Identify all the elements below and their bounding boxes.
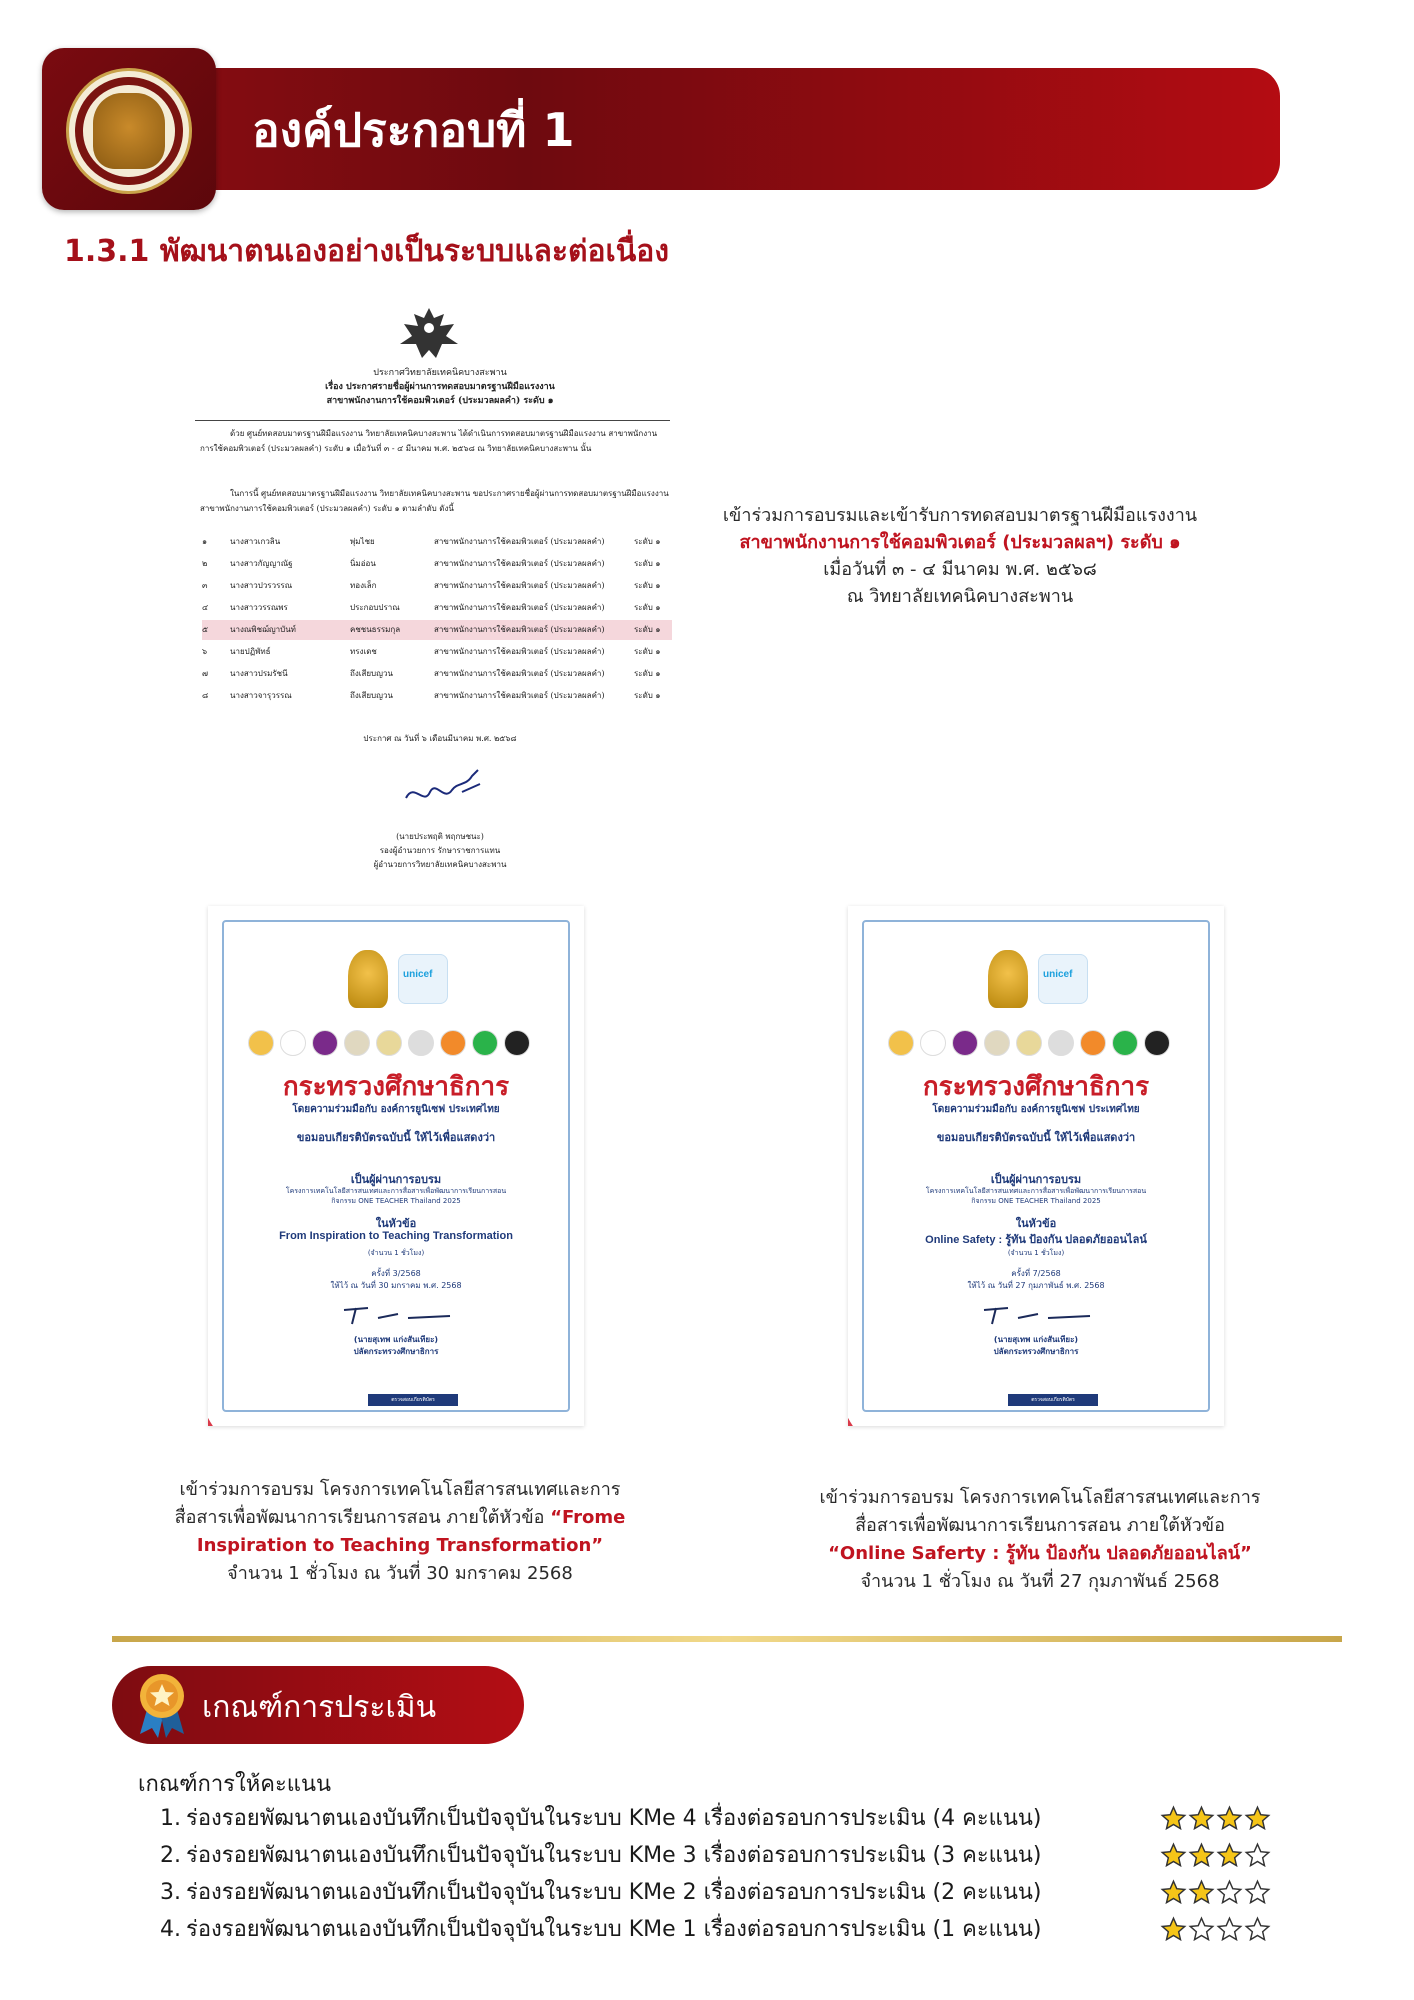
signature-icon xyxy=(400,762,490,812)
table-row xyxy=(202,664,672,684)
star-filled-icon xyxy=(1188,1805,1215,1832)
row-first-name: นางสาวกัญญาณัฐ xyxy=(230,559,293,568)
signer-name: (นายประพฤติ พฤกษชนะ) xyxy=(396,832,484,841)
signer-role: ผู้อำนวยการวิทยาลัยเทคนิคบางสะพาน xyxy=(373,860,507,869)
table-row xyxy=(202,598,672,618)
page-title: องค์ประกอบที่ 1 xyxy=(252,103,575,157)
star-filled-icon xyxy=(1160,1916,1187,1943)
caption-line: เมื่อวันที่ ๓ - ๔ มีนาคม พ.ศ. ๒๕๖๘ xyxy=(823,559,1097,580)
partner-logo-icon xyxy=(280,1030,306,1056)
announcement-caption xyxy=(700,502,1220,610)
partner-logo-icon xyxy=(952,1030,978,1056)
certificate-thanks: ขอมอบเกียรติบัตรฉบับนี้ ให้ไว้เพื่อแสดงว่า xyxy=(296,1131,496,1144)
row-last-name: พุ่มไชย xyxy=(350,537,375,546)
item-text: ร่องรอยพัฒนาตนเองบันทึกเป็นปัจจุบันในระบบ KMe 1 เรื่องต่อรอบการประเมิน (1 คะแนน) xyxy=(186,1917,1042,1942)
caption-highlight: “Online Saferty : รู้ทัน ป้องกัน ปลอดภัยออนไลน์” xyxy=(828,1543,1252,1564)
certificate-2 xyxy=(848,906,1224,1426)
row-last-name: คชชนธรรมกุล xyxy=(350,625,401,634)
partner-logo-icon xyxy=(408,1030,434,1056)
star-filled-icon xyxy=(1188,1879,1215,1906)
table-row-highlighted xyxy=(202,620,672,640)
partner-logo-icon xyxy=(312,1030,338,1056)
signature-icon xyxy=(978,1304,1098,1328)
certificate-ministry: กระทรวงศึกษาธิการ xyxy=(282,1072,510,1102)
unicef-logo xyxy=(398,954,448,1004)
row-first-name: นางสาวปวรวรรณ xyxy=(230,581,293,590)
gold-divider xyxy=(112,1636,1342,1642)
announcement-document xyxy=(190,300,690,895)
list-item xyxy=(160,1800,1300,1837)
row-last-name: ประกอบปราณ xyxy=(350,603,400,612)
caption-line: เข้าร่วมการอบรมและเข้ารับการทดสอบมาตรฐานฝีมือแรงงาน xyxy=(722,505,1198,526)
table-row xyxy=(202,686,672,706)
row-branch: สาขาพนักงานการใช้คอมพิวเตอร์ (ประมวลผลคำ) xyxy=(434,581,605,590)
caption-line: เข้าร่วมการอบรม โครงการเทคโนโลยีสารสนเทศและการ xyxy=(819,1487,1261,1508)
certificate-project xyxy=(868,1186,1204,1206)
row-number: ๑ xyxy=(202,537,208,546)
row-branch: สาขาพนักงานการใช้คอมพิวเตอร์ (ประมวลผลคำ) xyxy=(434,669,605,678)
row-number: ๕ xyxy=(202,625,209,634)
certificate-thanks: ขอมอบเกียรติบัตรฉบับนี้ ให้ไว้เพื่อแสดงว่า xyxy=(936,1131,1136,1144)
row-level: ระดับ ๑ xyxy=(634,581,661,590)
caption-line: ณ วิทยาลัยเทคนิคบางสะพาน xyxy=(846,586,1074,607)
row-branch: สาขาพนักงานการใช้คอมพิวเตอร์ (ประมวลผลคำ) xyxy=(434,691,605,700)
row-level: ระดับ ๑ xyxy=(634,603,661,612)
partner-logo-icon xyxy=(888,1030,914,1056)
announcement-date: ประกาศ ณ วันที่ ๖ เดือนมีนาคม พ.ศ. ๒๕๖๘ xyxy=(363,734,517,743)
criteria-list xyxy=(160,1800,1300,1948)
certificate-topic-label: ในหัวข้อ xyxy=(1015,1217,1057,1230)
row-branch: สาขาพนักงานการใช้คอมพิวเตอร์ (ประมวลผลคำ) xyxy=(434,647,605,656)
certificate-topic-label: ในหัวข้อ xyxy=(375,1217,417,1230)
table-row xyxy=(202,532,672,552)
table-row xyxy=(202,642,672,662)
certificate-project xyxy=(228,1186,564,1206)
partner-logo-icon xyxy=(1016,1030,1042,1056)
row-first-name: นางสาวจารุวรรณ xyxy=(230,691,292,700)
row-level: ระดับ ๑ xyxy=(634,559,661,568)
star-rating xyxy=(1160,1916,1272,1955)
announcement-head-line: ประกาศวิทยาลัยเทคนิคบางสะพาน xyxy=(373,368,507,378)
partner-logos xyxy=(888,1030,1188,1058)
list-item xyxy=(160,1874,1300,1911)
signature-icon xyxy=(338,1304,458,1328)
star-filled-icon xyxy=(1216,1805,1243,1832)
row-last-name: นิ่มอ่อน xyxy=(350,559,376,568)
certificate-1 xyxy=(208,906,584,1426)
announcement-paragraph: ในการนี้ ศูนย์ทดสอบมาตรฐานฝีมือแรงงาน วิทยาลัยเทคนิคบางสะพาน ขอประกาศรายชื่อผู้ผ่านการทดสอบมาตรฐานฝีมือแรงงาน สาขาพนักงานการใช้คอมพิวเตอร์ (ประมวลผลคำ) ระดับ ๑ ตามลำดับ ดังนี้ xyxy=(200,489,669,513)
star-empty-icon xyxy=(1244,1879,1271,1906)
row-number: ๔ xyxy=(202,603,209,612)
certificate-topic: Online Safety : รู้ทัน ป้องกัน ปลอดภัยออนไลน์ xyxy=(925,1234,1147,1246)
partner-logo-icon xyxy=(344,1030,370,1056)
project-line: กิจกรรม ONE TEACHER Thailand 2025 xyxy=(331,1197,461,1205)
announcement-paragraph: ด้วย ศูนย์ทดสอบมาตรฐานฝีมือแรงงาน วิทยาลัยเทคนิคบางสะพาน ได้ดำเนินการทดสอบมาตรฐานฝีมือแรงงาน สาขาพนักงานการใช้คอมพิวเตอร์ (ประมวลผลคำ) ระดับ ๑ เมื่อวันที่ ๓ - ๔ มีนาคม พ.ศ. ๒๕๖๘ ณ วิทยาลัยเทคนิคบางสะพาน นั้น xyxy=(200,429,658,453)
row-number: ๗ xyxy=(202,669,209,678)
partner-logo-icon xyxy=(1048,1030,1074,1056)
item-number: 3. xyxy=(160,1880,181,1905)
star-empty-icon xyxy=(1244,1842,1271,1869)
caption-line: จำนวน 1 ชั่วโมง ณ วันที่ 30 มกราคม 2568 xyxy=(227,1563,573,1584)
star-filled-icon xyxy=(1160,1842,1187,1869)
row-last-name: ถึงเสียบญวน xyxy=(350,691,393,700)
row-last-name: ถึงเสียบญวน xyxy=(350,669,393,678)
row-level: ระดับ ๑ xyxy=(634,691,661,700)
criteria-title: เกณฑ์การประเมิน xyxy=(202,1690,437,1725)
partner-logos xyxy=(248,1030,548,1058)
certificate-1-caption xyxy=(150,1476,650,1588)
row-first-name: นางสาวปรมรัชนี xyxy=(230,669,288,678)
certificate-round xyxy=(208,1268,584,1292)
certificate-coop: โดยความร่วมมือกับ องค์การยูนิเซฟ ประเทศไทย xyxy=(932,1104,1140,1115)
row-level: ระดับ ๑ xyxy=(634,625,661,634)
certificate-topic: From Inspiration to Teaching Transformation xyxy=(279,1230,513,1242)
partner-logo-icon xyxy=(472,1030,498,1056)
star-filled-icon xyxy=(1216,1842,1243,1869)
item-text: ร่องรอยพัฒนาตนเองบันทึกเป็นปัจจุบันในระบบ KMe 3 เรื่องต่อรอบการประเมิน (3 คะแนน) xyxy=(186,1843,1042,1868)
row-level: ระดับ ๑ xyxy=(634,537,661,546)
certificate-passed: เป็นผู้ผ่านการอบรม xyxy=(990,1173,1082,1186)
signer-role: ปลัดกระทรวงศึกษาธิการ xyxy=(353,1347,439,1356)
star-filled-icon xyxy=(1160,1879,1187,1906)
unicef-logo xyxy=(1038,954,1088,1004)
item-number: 1. xyxy=(160,1806,181,1831)
certificate-round xyxy=(848,1268,1224,1292)
round-line: ครั้งที่ 7/2568 xyxy=(1011,1269,1061,1278)
ministry-emblem-icon xyxy=(988,950,1028,1008)
partner-logo-icon xyxy=(440,1030,466,1056)
signer-name: (นายสุเทพ แก่งสันเทียะ) xyxy=(353,1335,439,1344)
signer-name: (นายสุเทพ แก่งสันเทียะ) xyxy=(993,1335,1079,1344)
partner-logo-icon xyxy=(248,1030,274,1056)
row-number: ๓ xyxy=(202,581,208,590)
row-first-name: นายปฏิพัทธ์ xyxy=(230,647,271,656)
certificate-ministry: กระทรวงศึกษาธิการ xyxy=(922,1072,1150,1102)
item-text: ร่องรอยพัฒนาตนเองบันทึกเป็นปัจจุบันในระบบ KMe 4 เรื่องต่อรอบการประเมิน (4 คะแนน) xyxy=(186,1806,1042,1831)
certificate-passed: เป็นผู้ผ่านการอบรม xyxy=(350,1173,442,1186)
certificate-2-caption xyxy=(790,1484,1290,1596)
scoring-label: เกณฑ์การให้คะแนน xyxy=(138,1772,332,1797)
row-branch: สาขาพนักงานการใช้คอมพิวเตอร์ (ประมวลผลคำ) xyxy=(434,559,605,568)
item-number: 2. xyxy=(160,1843,181,1868)
signer-role: รองผู้อำนวยการ รักษาราชการแทน xyxy=(379,846,501,855)
row-number: ๖ xyxy=(202,647,208,656)
ministry-emblem-icon xyxy=(348,950,388,1008)
row-first-name: นางสาววรรณพร xyxy=(230,603,288,612)
partner-logo-icon xyxy=(920,1030,946,1056)
project-line: โครงการเทคโนโลยีสารสนเทศและการสื่อสารเพื่อพัฒนาการเรียนการสอน xyxy=(285,1187,507,1195)
star-empty-icon xyxy=(1188,1916,1215,1943)
given-line: ให้ไว้ ณ วันที่ 27 กุมภาพันธ์ พ.ศ. 2568 xyxy=(967,1281,1105,1290)
unicef-label: unicef xyxy=(1043,969,1073,980)
caption-line: เข้าร่วมการอบรม โครงการเทคโนโลยีสารสนเทศและการ xyxy=(179,1479,621,1500)
partner-logo-icon xyxy=(1144,1030,1170,1056)
medal-icon xyxy=(134,1670,190,1740)
certificate-signer xyxy=(848,1334,1224,1358)
star-filled-icon xyxy=(1188,1842,1215,1869)
row-first-name: นางสาวเกวลิน xyxy=(230,537,281,546)
announcement-signer xyxy=(190,830,690,872)
star-filled-icon xyxy=(1244,1805,1271,1832)
caption-highlight: สาขาพนักงานการใช้คอมพิวเตอร์ (ประมวลผลฯ) ระดับ ๑ xyxy=(739,532,1181,553)
caption-highlight: “Frome xyxy=(550,1507,626,1528)
list-item xyxy=(160,1837,1300,1874)
partner-logo-icon xyxy=(376,1030,402,1056)
project-line: โครงการเทคโนโลยีสารสนเทศและการสื่อสารเพื่อพัฒนาการเรียนการสอน xyxy=(925,1187,1147,1195)
certificate-signer xyxy=(208,1334,584,1358)
partner-logo-icon xyxy=(1112,1030,1138,1056)
caption-line: สื่อสารเพื่อพัฒนาการเรียนการสอน ภายใต้หัวข้อ xyxy=(855,1515,1225,1536)
star-filled-icon xyxy=(1160,1805,1187,1832)
announcement-head-line: เรื่อง ประกาศรายชื่อผู้ผ่านการทดสอบมาตรฐานฝีมือแรงงาน xyxy=(325,382,555,392)
signer-role: ปลัดกระทรวงศึกษาธิการ xyxy=(993,1347,1079,1356)
certificate-hours: (จำนวน 1 ชั่วโมง) xyxy=(1007,1249,1065,1257)
caption-line: จำนวน 1 ชั่วโมง ณ วันที่ 27 กุมภาพันธ์ 2568 xyxy=(860,1571,1220,1592)
star-empty-icon xyxy=(1216,1916,1243,1943)
row-number: ๘ xyxy=(202,691,209,700)
announcement-head-line: สาขาพนักงานการใช้คอมพิวเตอร์ (ประมวลผลคำ) ระดับ ๑ xyxy=(326,396,554,406)
list-item xyxy=(160,1911,1300,1948)
row-last-name: ทองเล็ก xyxy=(350,581,377,590)
given-line: ให้ไว้ ณ วันที่ 30 มกราคม พ.ศ. 2568 xyxy=(330,1281,462,1290)
star-empty-icon xyxy=(1244,1916,1271,1943)
table-row xyxy=(202,576,672,596)
verify-link: ตรวจสอบเกียรติบัตร xyxy=(368,1394,458,1406)
caption-line xyxy=(150,1504,650,1532)
seal-emblem xyxy=(93,93,165,169)
garuda-emblem-icon xyxy=(396,304,462,364)
unicef-label: unicef xyxy=(403,969,433,980)
partner-logo-icon xyxy=(1080,1030,1106,1056)
certificate-coop: โดยความร่วมมือกับ องค์การยูนิเซฟ ประเทศไทย xyxy=(292,1104,500,1115)
row-level: ระดับ ๑ xyxy=(634,647,661,656)
announcement-heading xyxy=(190,366,690,408)
row-branch: สาขาพนักงานการใช้คอมพิวเตอร์ (ประมวลผลคำ) xyxy=(434,625,605,634)
certificate-hours: (จำนวน 1 ชั่วโมง) xyxy=(367,1249,425,1257)
row-branch: สาขาพนักงานการใช้คอมพิวเตอร์ (ประมวลผลคำ) xyxy=(434,537,605,546)
partner-logo-icon xyxy=(504,1030,530,1056)
row-level: ระดับ ๑ xyxy=(634,669,661,678)
row-first-name: นางณพิชฌ์ญาบันท์ xyxy=(230,625,296,634)
item-number: 4. xyxy=(160,1917,181,1942)
caption-text: สื่อสารเพื่อพัฒนาการเรียนการสอน ภายใต้หัวข้อ xyxy=(174,1507,551,1528)
section-subtitle: 1.3.1 พัฒนาตนเองอย่างเป็นระบบและต่อเนื่อง xyxy=(64,234,669,269)
row-branch: สาขาพนักงานการใช้คอมพิวเตอร์ (ประมวลผลคำ) xyxy=(434,603,605,612)
row-number: ๒ xyxy=(202,559,208,568)
row-last-name: ทรงเดช xyxy=(350,647,377,656)
partner-logo-icon xyxy=(984,1030,1010,1056)
item-text: ร่องรอยพัฒนาตนเองบันทึกเป็นปัจจุบันในระบบ KMe 2 เรื่องต่อรอบการประเมิน (2 คะแนน) xyxy=(186,1880,1042,1905)
star-empty-icon xyxy=(1216,1879,1243,1906)
announcement-rule xyxy=(195,420,670,421)
caption-highlight: Inspiration to Teaching Transformation” xyxy=(196,1535,604,1556)
seal-icon xyxy=(66,68,192,194)
round-line: ครั้งที่ 3/2568 xyxy=(371,1269,421,1278)
project-line: กิจกรรม ONE TEACHER Thailand 2025 xyxy=(971,1197,1101,1205)
verify-link: ตรวจสอบเกียรติบัตร xyxy=(1008,1394,1098,1406)
table-row xyxy=(202,554,672,574)
